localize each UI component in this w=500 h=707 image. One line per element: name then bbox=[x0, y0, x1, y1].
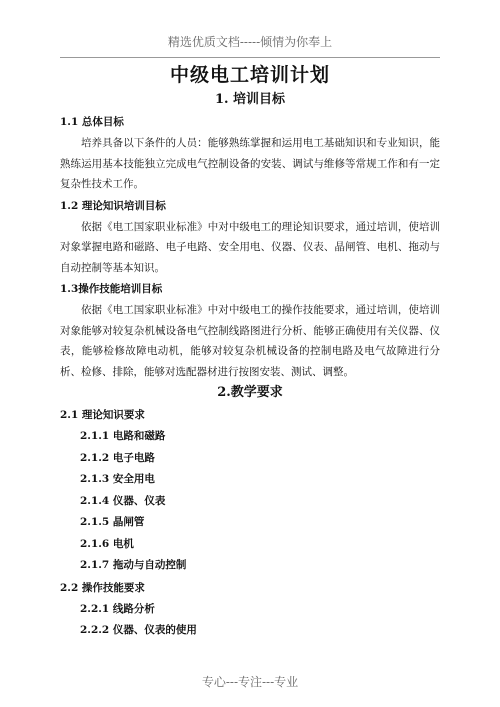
list-item: 2.1.4 仪器、仪表 bbox=[80, 494, 166, 507]
paragraph: 依据《电工国家职业标准》中对中级电工的理论知识要求，通过培训，使培训对象掌握电路和磁路、电子电路、安全用电、仪器、仪表、晶闸管、电机、拖动与自动控制等基本知识。 bbox=[60, 220, 440, 274]
subsection-heading: 2.1 理论知识要求 bbox=[60, 409, 145, 421]
paragraph: 依据《电工国家职业标准》中对中级电工的操作技能要求，通过培训，使培训对象能够对较复杂机械设备电气控制线路图进行分析、能够正确使用有关仪器、仪表，能够检修故障电动机，能够对较复杂机械设备的控制电路及电气故障进行分析、检修、排除，能够对选配器材进行按图安装、测试、调整。 bbox=[60, 304, 440, 378]
list-item: 2.1.3 安全用电 bbox=[80, 473, 155, 485]
list-item: 2.2.2 仪器、仪表的使用 bbox=[80, 624, 197, 636]
list-item: 2.1.1 电路和磁路 bbox=[80, 430, 166, 442]
page-footer: 专心---专注---专业 bbox=[201, 675, 299, 689]
section-heading: 1. 培训目标 bbox=[214, 92, 286, 107]
document-title: 中级电工培训计划 bbox=[169, 64, 330, 86]
subsection-heading: 2.2 操作技能要求 bbox=[60, 581, 145, 594]
paragraph: 培养具备以下条件的人员：能够熟练掌握和运用电工基础知识和专业知识，能熟练运用基本技能独立完成电气控制设备的安装、调试与维修等常规工作和有一定复杂性技术工作。 bbox=[60, 137, 440, 190]
list-item: 2.2.1 线路分析 bbox=[80, 602, 155, 615]
subsection-heading: 1.3操作技能培训目标 bbox=[60, 283, 163, 295]
subsection-heading: 1.2 理论知识培训目标 bbox=[60, 199, 166, 212]
subsection-heading: 1.1 总体目标 bbox=[60, 116, 124, 128]
section-heading: 2.教学要求 bbox=[217, 385, 283, 400]
list-item: 2.1.2 电子电路 bbox=[80, 451, 155, 464]
document-body bbox=[60, 62, 440, 642]
page-header bbox=[60, 0, 440, 58]
list-item: 2.1.6 电机 bbox=[80, 537, 134, 550]
list-item: 2.1.5 晶闸管 bbox=[80, 516, 145, 528]
list-item: 2.1.7 拖动与自动控制 bbox=[80, 559, 187, 571]
header-text: 精选优质文档-----倾情为你奉上 bbox=[167, 35, 333, 49]
